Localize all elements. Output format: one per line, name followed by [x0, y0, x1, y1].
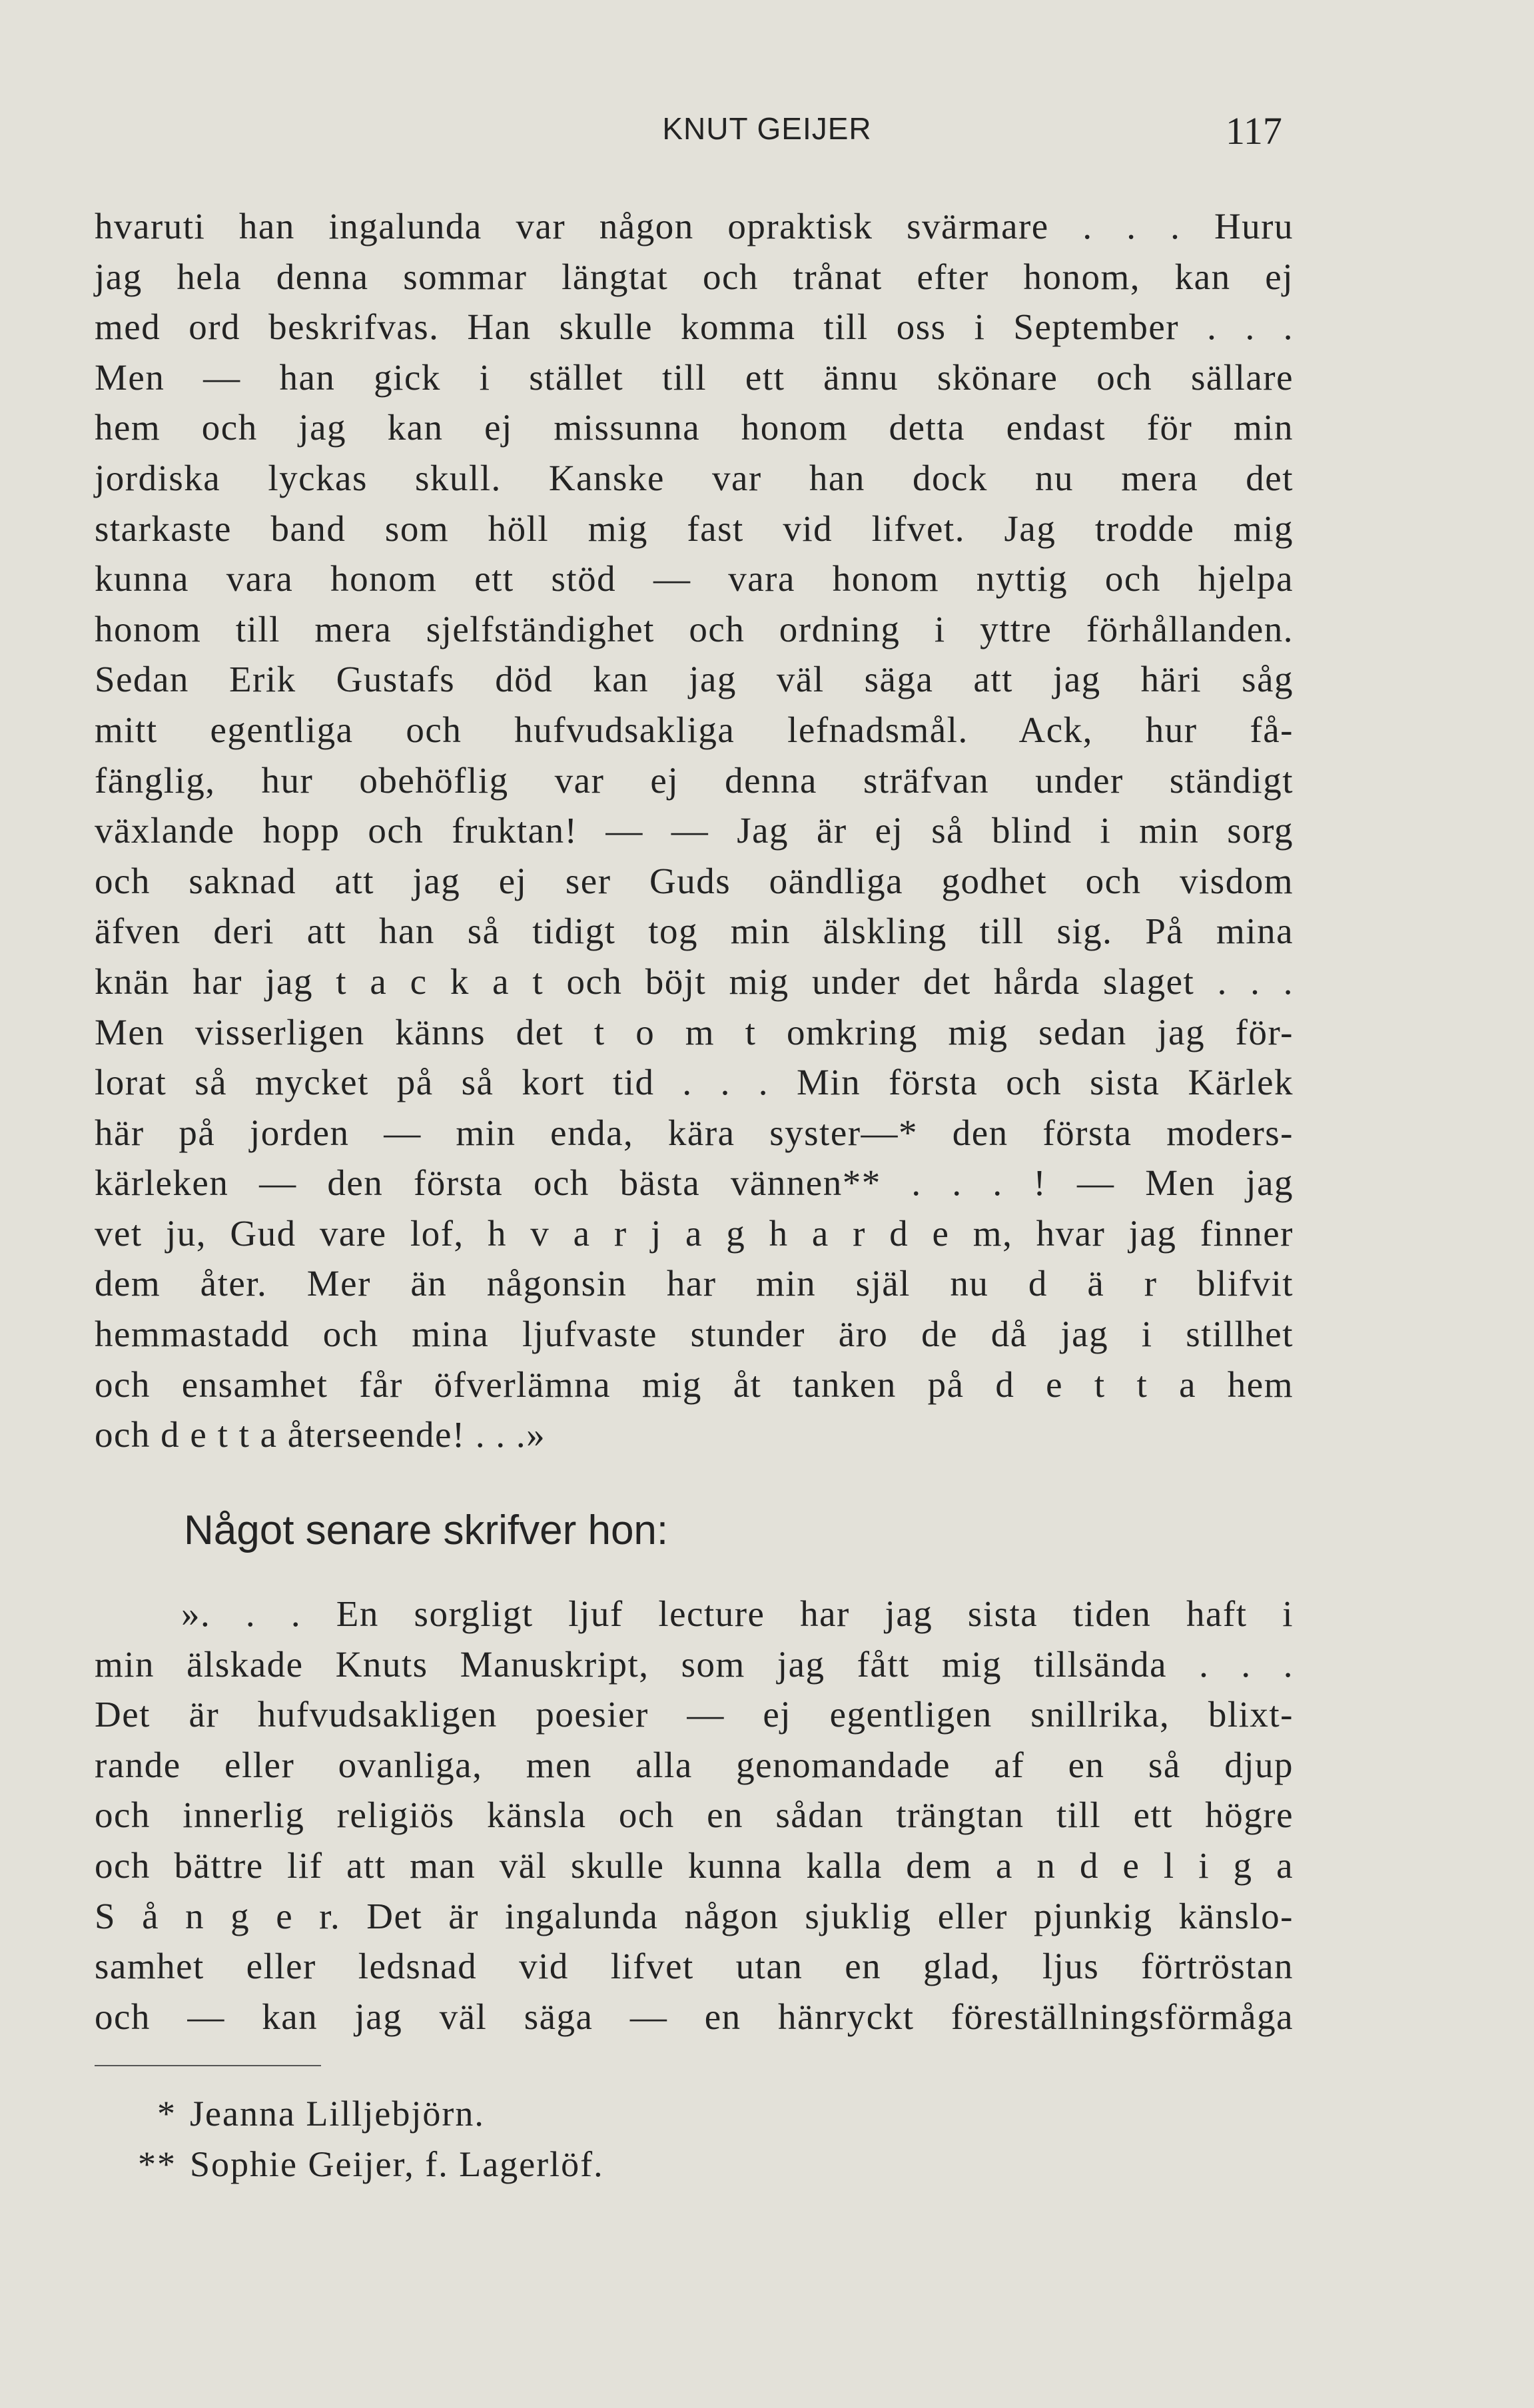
- text-line: vet ju, Gud vare lof, h v a r j a g h a r d e m, hvar jag finner: [95, 1212, 1294, 1254]
- paragraph-manuscript: [95, 1589, 1294, 2042]
- text-line: knän har jag t a c k a t och böjt mig under det hårda slaget . . .: [95, 961, 1294, 1002]
- footnote: [157, 2088, 604, 2139]
- footnote: [138, 2139, 604, 2190]
- text-line: honom till mera sjelfständighet och ordning i yttre förhållanden.: [95, 608, 1294, 649]
- text-line: mitt egentliga och hufvudsakliga lefnadsmål. Ack, hur få-: [95, 709, 1294, 750]
- text-line: jordiska lyckas skull. Kanske var han dock nu mera det: [95, 457, 1294, 498]
- text-line: ». . . En sorgligt ljuf lecture har jag sista tiden haft i: [181, 1593, 1294, 1634]
- text-line: och innerlig religiös känsla och en sådan trängtan till ett högre: [95, 1795, 1294, 1836]
- footnotes: [138, 2088, 604, 2190]
- text-line: och — kan jag väl säga — en hänryckt föreställningsförmåga: [95, 1996, 1294, 2037]
- text-line: och bättre lif att man väl skulle kunna kalla dem a n d e l i g a: [95, 1844, 1294, 1886]
- page-number: 117: [1226, 109, 1282, 153]
- text-line: hem och jag kan ej missunna honom detta endast för min: [95, 407, 1294, 448]
- footnote-divider: [95, 2065, 321, 2066]
- text-line: lorat så mycket på så kort tid . . . Min första och sista Kärlek: [95, 1062, 1294, 1103]
- text-line: med ord beskrifvas. Han skulle komma till oss i September . . .: [95, 306, 1294, 348]
- text-line: Det är hufvudsakligen poesier — ej egentligen snillrika, blixt-: [95, 1694, 1294, 1735]
- text-line: Men visserligen känns det t o m t omkring mig sedan jag för-: [95, 1011, 1294, 1052]
- text-line: kunna vara honom ett stöd — vara honom nyttig och hjelpa: [95, 558, 1294, 600]
- text-line: kärleken — den första och bästa vännen** . . . ! — Men jag: [95, 1162, 1294, 1204]
- text-line: och d e t t a återseende! . . .»: [95, 1414, 546, 1455]
- text-line: och saknad att jag ej ser Guds oändliga godhet och visdom: [95, 860, 1294, 901]
- text-line: och ensamhet får öfverlämna mig åt tanken på d e t t a hem: [95, 1364, 1294, 1405]
- paragraph-letter-body: [95, 201, 1294, 1460]
- text-line: fänglig, hur obehöflig var ej denna sträfvan under ständigt: [95, 759, 1294, 801]
- text-line: jag hela denna sommar längtat och trånat efter honom, kan ej: [95, 256, 1294, 297]
- footnote-text: Jeanna Lilljebjörn.: [190, 2094, 485, 2134]
- running-header: KNUT GEIJER: [662, 111, 872, 146]
- footnote-marker: *: [157, 2094, 177, 2134]
- text-line: Sedan Erik Gustafs död kan jag väl säga att jag häri såg: [95, 659, 1294, 700]
- text-line: samhet eller ledsnad vid lifvet utan en glad, ljus förtröstan: [95, 1946, 1294, 1987]
- text-line: S å n g e r. Det är ingalunda någon sjuklig eller pjunkig känslo-: [95, 1895, 1294, 1936]
- text-line: rande eller ovanliga, men alla genomandade af en så djup: [95, 1744, 1294, 1785]
- text-line: hemmastadd och mina ljufvaste stunder äro de då jag i stillhet: [95, 1314, 1294, 1355]
- text-line: hvaruti han ingalunda var någon opraktisk svärmare . . . Huru: [95, 206, 1294, 246]
- text-line: Men — han gick i stället till ett ännu skönare och sällare: [95, 356, 1294, 398]
- footnote-marker: **: [138, 2144, 177, 2184]
- text-line: dem åter. Mer än någonsin har min själ nu d ä r blifvit: [95, 1263, 1294, 1304]
- text-line: starkaste band som höll mig fast vid lifvet. Jag trodde mig: [95, 508, 1294, 549]
- text-line: min älskade Knuts Manuskript, som jag fått mig tillsända . . .: [95, 1643, 1294, 1685]
- text-line: här på jorden — min enda, kära syster—* den första moders-: [95, 1112, 1294, 1153]
- footnote-text: Sophie Geijer, f. Lagerlöf.: [190, 2144, 604, 2184]
- section-heading: Något senare skrifver hon:: [184, 1507, 669, 1553]
- text-line: äfven deri att han så tidigt tog min älskling till sig. På mina: [95, 911, 1294, 952]
- text-line: växlande hopp och fruktan! — — Jag är ej så blind i min sorg: [95, 810, 1294, 851]
